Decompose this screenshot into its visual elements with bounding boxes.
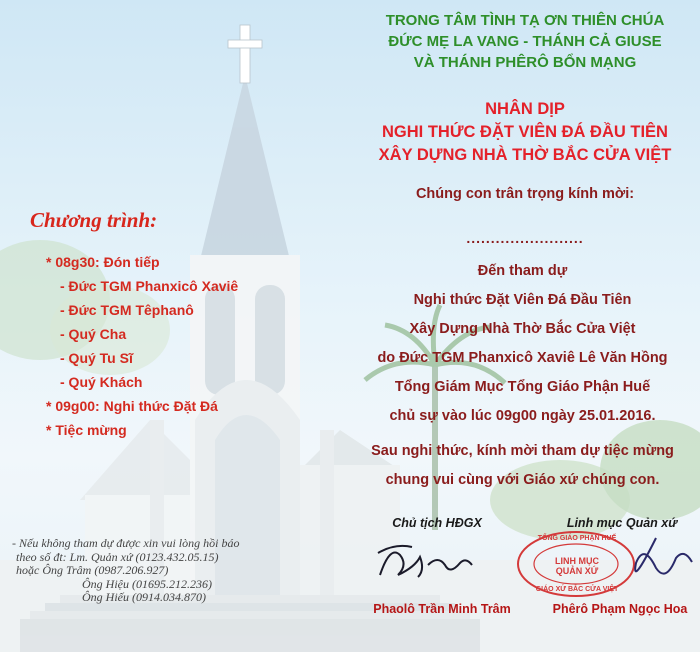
stamp-center-text <box>512 556 642 576</box>
note-line: Ông Hiệu (01695.212.236) <box>82 576 212 591</box>
left-signer-role: Chủ tịch HĐGX <box>392 516 482 530</box>
invite-line: Nghi thức Đặt Viên Đá Đầu Tiên <box>413 292 632 308</box>
header-blessing <box>355 10 695 73</box>
closing-line: Sau nghi thức, kính mời tham dự tiệc mừng <box>371 443 674 459</box>
program-list <box>46 250 306 442</box>
program-subitem: - Quý Tu Sĩ <box>60 350 133 366</box>
header-line: VÀ THÁNH PHÊRÔ BỔN MẠNG <box>413 54 637 71</box>
occasion-line: NHÂN DỊP <box>485 100 565 118</box>
invite-line: Tổng Giám Mục Tổng Giáo Phận Huế <box>394 379 651 395</box>
occasion-line: NGHI THỨC ĐẶT VIÊN ĐÁ ĐẦU TIÊN <box>382 123 668 141</box>
right-signer-name: Phêrô Phạm Ngọc Hoa <box>552 602 688 616</box>
closing-line: chung vui cùng với Giáo xứ chúng con. <box>385 472 660 488</box>
invite-body <box>345 257 700 431</box>
program-title: Chương trình: <box>30 208 158 232</box>
right-signature <box>635 538 692 574</box>
stamp-top-text: TỔNG GIÁO PHẬN HUẾ <box>537 535 617 542</box>
program-subitem: - Đức TGM Têphanô <box>60 302 194 318</box>
occasion-line: XÂY DỰNG NHÀ THỜ BẮC CỬA VIỆT <box>378 146 672 164</box>
program-subitem: - Quý Cha <box>60 326 127 342</box>
program-item: * Tiệc mừng <box>46 422 127 438</box>
cross-icon <box>228 25 262 83</box>
invite-closing <box>345 437 700 495</box>
program-item: * 09g00: Nghi thức Đặt Đá <box>46 398 218 414</box>
note-line: hoặc Ông Trâm (0987.206.927) <box>16 563 169 577</box>
invite-line: Xây Dựng Nhà Thờ Bắc Cửa Việt <box>409 321 636 337</box>
left-signer-name: Phaolô Trần Minh Trâm <box>373 602 511 616</box>
program-subitem: - Quý Khách <box>60 374 143 390</box>
rsvp-note <box>12 537 332 605</box>
header-line: ĐỨC MẸ LA VANG - THÁNH CẢ GIUSE <box>388 33 662 50</box>
invite-line: Đến tham dự <box>477 263 568 279</box>
note-line: Ông Hiếu (0914.034.870) <box>82 590 206 604</box>
invite-line: chủ sự vào lúc 09g00 ngày 25.01.2016. <box>389 408 656 424</box>
stamp-bottom-text: GIÁO XỨ BẮC CỬA VIỆT <box>535 586 619 593</box>
invite-greeting: Chúng con trân trọng kính mời: <box>415 186 635 202</box>
stamp-center-line: QUẢN XỨ <box>555 566 599 576</box>
guest-name-placeholder: ........................ <box>466 230 584 246</box>
program-subitem: - Đức TGM Phanxicô Xaviê <box>60 278 239 294</box>
occasion-title <box>350 98 700 167</box>
right-signer-role: Linh mục Quản xứ <box>566 516 678 530</box>
program-item: * 08g30: Đón tiếp <box>46 254 160 270</box>
invite-line: do Đức TGM Phanxicô Xaviê Lê Văn Hồng <box>377 350 668 366</box>
left-signature <box>370 535 480 585</box>
header-line: TRONG TÂM TÌNH TẠ ƠN THIÊN CHÚA <box>385 12 665 29</box>
note-line: - Nếu không tham dự được xin vui lòng hồi báo <box>12 536 240 550</box>
stamp-center-line: LINH MỤC <box>555 556 599 566</box>
note-line: theo số đt: Lm. Quản xứ (0123.432.05.15) <box>16 549 219 564</box>
